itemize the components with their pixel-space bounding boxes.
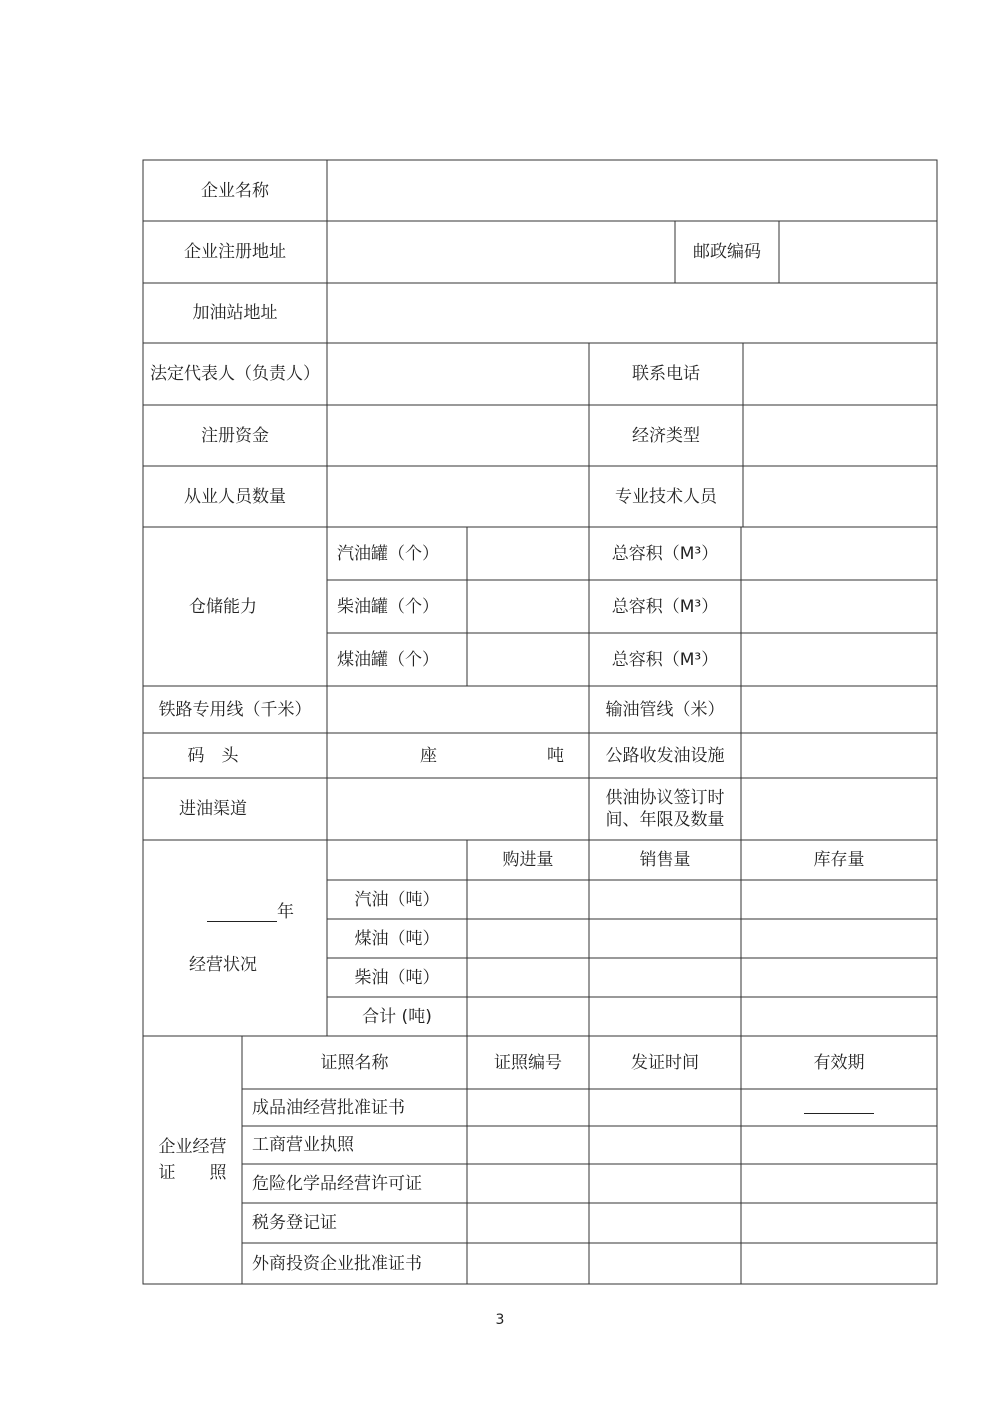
supply-channel-label: 进油渠道	[179, 799, 247, 819]
year-suffix: 年	[277, 902, 294, 922]
license-section-label	[143, 1036, 242, 1284]
gasoline-volume-label: 总容积（M³）	[611, 543, 719, 564]
wharf-seat-unit: 座	[420, 745, 437, 766]
kerosene-tank-label: 煤油罐（个）	[337, 649, 439, 670]
ops-row-diesel: 柴油（吨）	[354, 967, 440, 988]
phone-label: 联系电话	[632, 364, 700, 384]
license-row-foreign-investment: 外商投资企业批准证书	[252, 1253, 422, 1274]
pipeline-field[interactable]	[741, 686, 937, 733]
supply-agreement-label	[589, 778, 741, 840]
license-row-hazardous-chem: 危险化学品经营许可证	[252, 1173, 422, 1194]
staff-count-label: 从业人员数量	[184, 486, 286, 507]
pipeline-label: 输油管线（米）	[605, 699, 725, 720]
road-facility-field[interactable]	[741, 733, 937, 778]
gasoline-tank-label: 汽油罐（个）	[337, 543, 439, 564]
diesel-tank-label: 柴油罐（个）	[337, 596, 439, 617]
license-row-oil-permit: 成品油经营批准证书	[252, 1097, 405, 1118]
header-purchase: 购进量	[502, 850, 554, 870]
staff-count-field[interactable]	[327, 466, 589, 527]
railway-field[interactable]	[327, 686, 589, 733]
license-label-line2: 证 照	[158, 1163, 227, 1183]
header-issue-date: 发证时间	[631, 1052, 699, 1073]
operations-year-label	[207, 900, 317, 924]
registered-capital-label: 注册资金	[201, 425, 269, 446]
ops-row-gasoline: 汽油（吨）	[354, 889, 440, 910]
diesel-volume-label: 总容积（M³）	[611, 596, 719, 617]
station-address-label: 加油站地址	[192, 303, 278, 323]
validity-na-dash	[741, 1089, 937, 1126]
gasoline-tank-count-field[interactable]	[467, 527, 589, 580]
year-blank-line[interactable]	[207, 903, 277, 922]
registered-capital-field[interactable]	[327, 405, 589, 466]
tech-staff-label: 专业技术人员	[615, 486, 717, 507]
operations-status-label: 经营状况	[189, 955, 257, 975]
supply-channel-field[interactable]	[327, 778, 589, 840]
page-number: 3	[495, 1312, 505, 1328]
storage-capacity-label: 仓储能力	[189, 596, 257, 617]
kerosene-volume-field[interactable]	[741, 633, 937, 686]
gasoline-volume-field[interactable]	[741, 527, 937, 580]
registered-address-label: 企业注册地址	[184, 242, 286, 262]
validity-dash-line	[804, 1101, 874, 1114]
legal-representative-label: 法定代表人（负责人）	[150, 364, 320, 384]
diesel-volume-field[interactable]	[741, 580, 937, 633]
header-validity: 有效期	[813, 1052, 865, 1073]
diesel-tank-count-field[interactable]	[467, 580, 589, 633]
registered-address-field[interactable]	[327, 221, 675, 283]
economic-type-label: 经济类型	[632, 425, 700, 446]
header-inventory: 库存量	[813, 850, 865, 870]
phone-field[interactable]	[743, 343, 937, 405]
tech-staff-field[interactable]	[743, 466, 937, 527]
station-address-field[interactable]	[327, 283, 937, 343]
kerosene-volume-label: 总容积（M³）	[611, 649, 719, 670]
wharf-label: 码 头	[187, 745, 239, 766]
legal-representative-field[interactable]	[327, 343, 589, 405]
wharf-ton-unit: 吨	[547, 745, 564, 766]
ops-row-total: 合计 (吨)	[362, 1006, 432, 1027]
header-license-name: 证照名称	[320, 1052, 389, 1073]
supply-agreement-field[interactable]	[741, 778, 937, 840]
economic-type-field[interactable]	[743, 405, 937, 466]
enterprise-name-label: 企业名称	[201, 180, 269, 201]
supply-agreement-line1: 供油协议签订时	[605, 788, 725, 808]
header-license-number: 证照编号	[494, 1052, 562, 1073]
supply-agreement-line2: 间、年限及数量	[605, 810, 725, 830]
header-sales: 销售量	[639, 850, 691, 870]
enterprise-name-field[interactable]	[327, 160, 937, 221]
postcode-label: 邮政编码	[693, 242, 761, 262]
kerosene-tank-count-field[interactable]	[467, 633, 589, 686]
license-row-business-license: 工商营业执照	[252, 1135, 354, 1155]
license-row-tax-registration: 税务登记证	[252, 1213, 337, 1233]
license-label-line1: 企业经营	[158, 1137, 227, 1157]
postcode-field[interactable]	[779, 221, 937, 283]
ops-row-kerosene: 煤油（吨）	[354, 928, 440, 949]
railway-label: 铁路专用线（千米）	[158, 699, 312, 720]
road-facility-label: 公路收发油设施	[605, 745, 725, 766]
